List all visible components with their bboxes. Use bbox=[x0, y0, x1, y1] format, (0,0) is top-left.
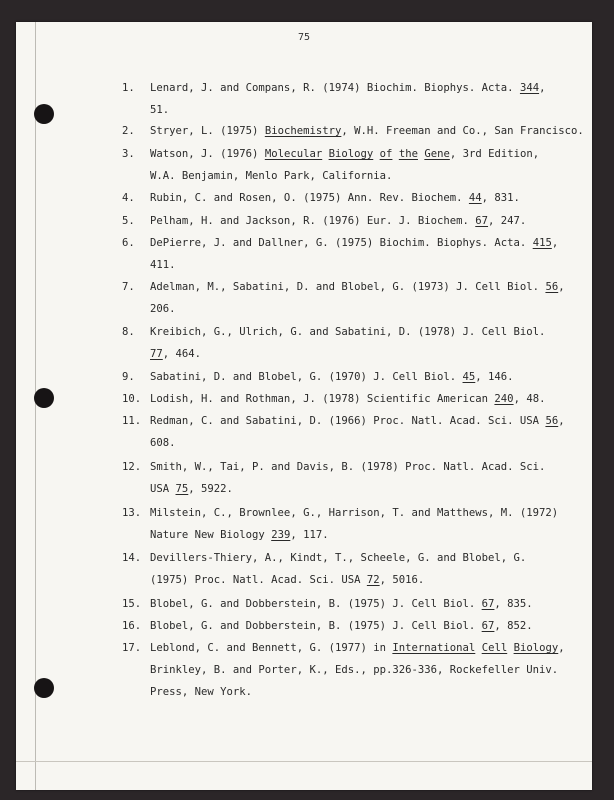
reference-line bbox=[150, 237, 558, 249]
reference-line bbox=[150, 529, 329, 541]
reference-line bbox=[150, 393, 545, 405]
reference-line bbox=[150, 598, 533, 610]
reference-text: , 146. bbox=[475, 371, 514, 383]
underlined-text: 239 bbox=[271, 529, 291, 541]
reference-text: Smith, W., Tai, P. and Davis, B. (1978) Proc. Natl. Acad. Sci. bbox=[150, 461, 546, 473]
bottom-rule bbox=[16, 761, 592, 762]
reference-text: Adelman, M., Sabatini, D. and Blobel, G. (1973) J. Cell Biol. bbox=[150, 281, 546, 293]
reference-text: , 117. bbox=[290, 529, 329, 541]
reference-line bbox=[150, 371, 514, 383]
binder-hole-middle bbox=[34, 388, 54, 408]
underlined-text: 45 bbox=[462, 371, 476, 383]
reference-text: Pelham, H. and Jackson, R. (1976) Eur. J. Biochem. bbox=[150, 215, 476, 227]
reference-line bbox=[150, 170, 392, 182]
underlined-text: the bbox=[398, 148, 418, 160]
reference-line bbox=[150, 348, 201, 360]
reference-number: 15. bbox=[122, 598, 142, 610]
document-page bbox=[16, 22, 592, 790]
reference-text: , 247. bbox=[488, 215, 527, 227]
reference-text: USA bbox=[150, 483, 176, 495]
reference-text: , 464. bbox=[162, 348, 202, 360]
underlined-text: Biology bbox=[513, 642, 559, 654]
reference-text: (1975) Proc. Natl. Acad. Sci. USA bbox=[150, 574, 367, 586]
underlined-text: Biology bbox=[328, 148, 374, 160]
reference-number: 4. bbox=[122, 192, 135, 204]
reference-text: Leblond, C. and Bennett, G. (1977) in bbox=[150, 642, 393, 654]
reference-number: 11. bbox=[122, 415, 142, 427]
reference-text: , bbox=[558, 415, 565, 427]
reference-number: 7. bbox=[122, 281, 135, 293]
margin-rule bbox=[35, 22, 36, 790]
underlined-text: of bbox=[379, 148, 393, 160]
reference-number: 3. bbox=[122, 148, 135, 160]
underlined-text: 344 bbox=[519, 82, 540, 94]
binder-hole-top bbox=[34, 104, 54, 124]
reference-text: 608. bbox=[150, 437, 176, 449]
reference-line bbox=[150, 664, 558, 676]
reference-line bbox=[150, 104, 169, 116]
reference-text: , bbox=[558, 281, 565, 293]
reference-number: 12. bbox=[122, 461, 142, 473]
reference-text: , 852. bbox=[494, 620, 533, 632]
reference-text: , 48. bbox=[513, 393, 546, 405]
reference-line bbox=[150, 148, 539, 160]
reference-line bbox=[150, 437, 176, 449]
underlined-text: 72 bbox=[366, 574, 380, 586]
reference-line bbox=[150, 574, 424, 586]
underlined-text: 77 bbox=[150, 348, 163, 360]
reference-text: Blobel, G. and Dobberstein, B. (1975) J. Cell Biol. bbox=[150, 620, 482, 632]
reference-number: 10. bbox=[122, 393, 142, 405]
reference-number: 17. bbox=[122, 642, 142, 654]
underlined-text: Cell bbox=[481, 642, 508, 654]
underlined-text: 44 bbox=[468, 192, 482, 204]
reference-line bbox=[150, 82, 545, 94]
underlined-text: 67 bbox=[481, 598, 495, 610]
reference-line bbox=[150, 125, 584, 137]
underlined-text: 56 bbox=[545, 281, 559, 293]
reference-line bbox=[150, 507, 558, 519]
reference-text: 51. bbox=[150, 104, 170, 116]
reference-number: 2. bbox=[122, 125, 135, 137]
reference-line bbox=[150, 686, 252, 698]
reference-text: Brinkley, B. and Porter, K., Eds., pp.326-336, Rockefeller Univ. bbox=[150, 664, 559, 676]
reference-number: 16. bbox=[122, 620, 142, 632]
reference-text: Watson, J. (1976) bbox=[150, 148, 265, 160]
reference-text: Devillers-Thiery, A., Kindt, T., Scheele, G. and Blobel, G. bbox=[150, 552, 527, 564]
underlined-text: 75 bbox=[175, 483, 189, 495]
reference-line bbox=[150, 259, 176, 271]
reference-text: Press, New York. bbox=[150, 686, 253, 698]
underlined-text: 56 bbox=[545, 415, 559, 427]
reference-line bbox=[150, 620, 533, 632]
reference-text: 206. bbox=[150, 303, 176, 315]
reference-text: Kreibich, G., Ulrich, G. and Sabatini, D. (1978) J. Cell Biol. bbox=[150, 326, 546, 338]
reference-text: , 5016. bbox=[379, 574, 425, 586]
reference-text: , 3rd Edition, bbox=[449, 148, 540, 160]
underlined-text: 67 bbox=[475, 215, 489, 227]
reference-text: , 5922. bbox=[188, 483, 233, 495]
underlined-text: Molecular bbox=[264, 148, 323, 160]
reference-line bbox=[150, 461, 545, 473]
reference-number: 5. bbox=[122, 215, 135, 227]
reference-text: Redman, C. and Sabatini, D. (1966) Proc. Natl. Acad. Sci. USA bbox=[150, 415, 546, 427]
reference-text: Blobel, G. and Dobberstein, B. (1975) J. Cell Biol. bbox=[150, 598, 482, 610]
reference-number: 6. bbox=[122, 237, 135, 249]
reference-line bbox=[150, 192, 520, 204]
reference-text: DePierre, J. and Dallner, G. (1975) Biochim. Biophys. Acta. bbox=[150, 237, 533, 249]
reference-line bbox=[150, 483, 233, 495]
reference-number: 1. bbox=[122, 82, 135, 94]
reference-text: Rubin, C. and Rosen, O. (1975) Ann. Rev. Biochem. bbox=[150, 192, 469, 204]
reference-line bbox=[150, 326, 545, 338]
reference-text: 411. bbox=[150, 259, 176, 271]
reference-text: W.A. Benjamin, Menlo Park, California. bbox=[150, 170, 393, 182]
underlined-text: Gene bbox=[424, 148, 450, 160]
reference-line bbox=[150, 281, 565, 293]
reference-text: Nature New Biology bbox=[150, 529, 272, 541]
reference-number: 9. bbox=[122, 371, 135, 383]
reference-text: Lenard, J. and Compans, R. (1974) Biochim. Biophys. Acta. bbox=[150, 82, 520, 94]
underlined-text: 415 bbox=[532, 237, 552, 249]
reference-number: 13. bbox=[122, 507, 142, 519]
underlined-text: International bbox=[392, 642, 476, 654]
reference-text: , 831. bbox=[481, 192, 520, 204]
reference-text: Milstein, C., Brownlee, G., Harrison, T. and Matthews, M. (1972) bbox=[150, 507, 559, 519]
page-number: 75 bbox=[297, 32, 311, 43]
reference-text: Sabatini, D. and Blobel, G. (1970) J. Cell Biol. bbox=[150, 371, 463, 383]
reference-text: , bbox=[551, 237, 559, 249]
underlined-text: Biochemistry bbox=[264, 125, 342, 137]
reference-number: 14. bbox=[122, 552, 142, 564]
reference-text: , W.H. Freeman and Co., San Francisco. bbox=[341, 125, 584, 137]
reference-text: , bbox=[539, 82, 546, 94]
underlined-text: 240 bbox=[494, 393, 514, 405]
reference-text: Lodish, H. and Rothman, J. (1978) Scientific American bbox=[150, 393, 495, 405]
reference-line bbox=[150, 642, 565, 654]
reference-line bbox=[150, 303, 176, 315]
reference-line bbox=[150, 215, 526, 227]
reference-line bbox=[150, 415, 565, 427]
reference-number: 8. bbox=[122, 326, 135, 338]
reference-text: Stryer, L. (1975) bbox=[150, 125, 265, 137]
reference-line bbox=[150, 552, 526, 564]
underlined-text: 67 bbox=[481, 620, 495, 632]
reference-text: , 835. bbox=[494, 598, 533, 610]
binder-hole-bottom bbox=[34, 678, 54, 698]
reference-text: , bbox=[558, 642, 565, 654]
